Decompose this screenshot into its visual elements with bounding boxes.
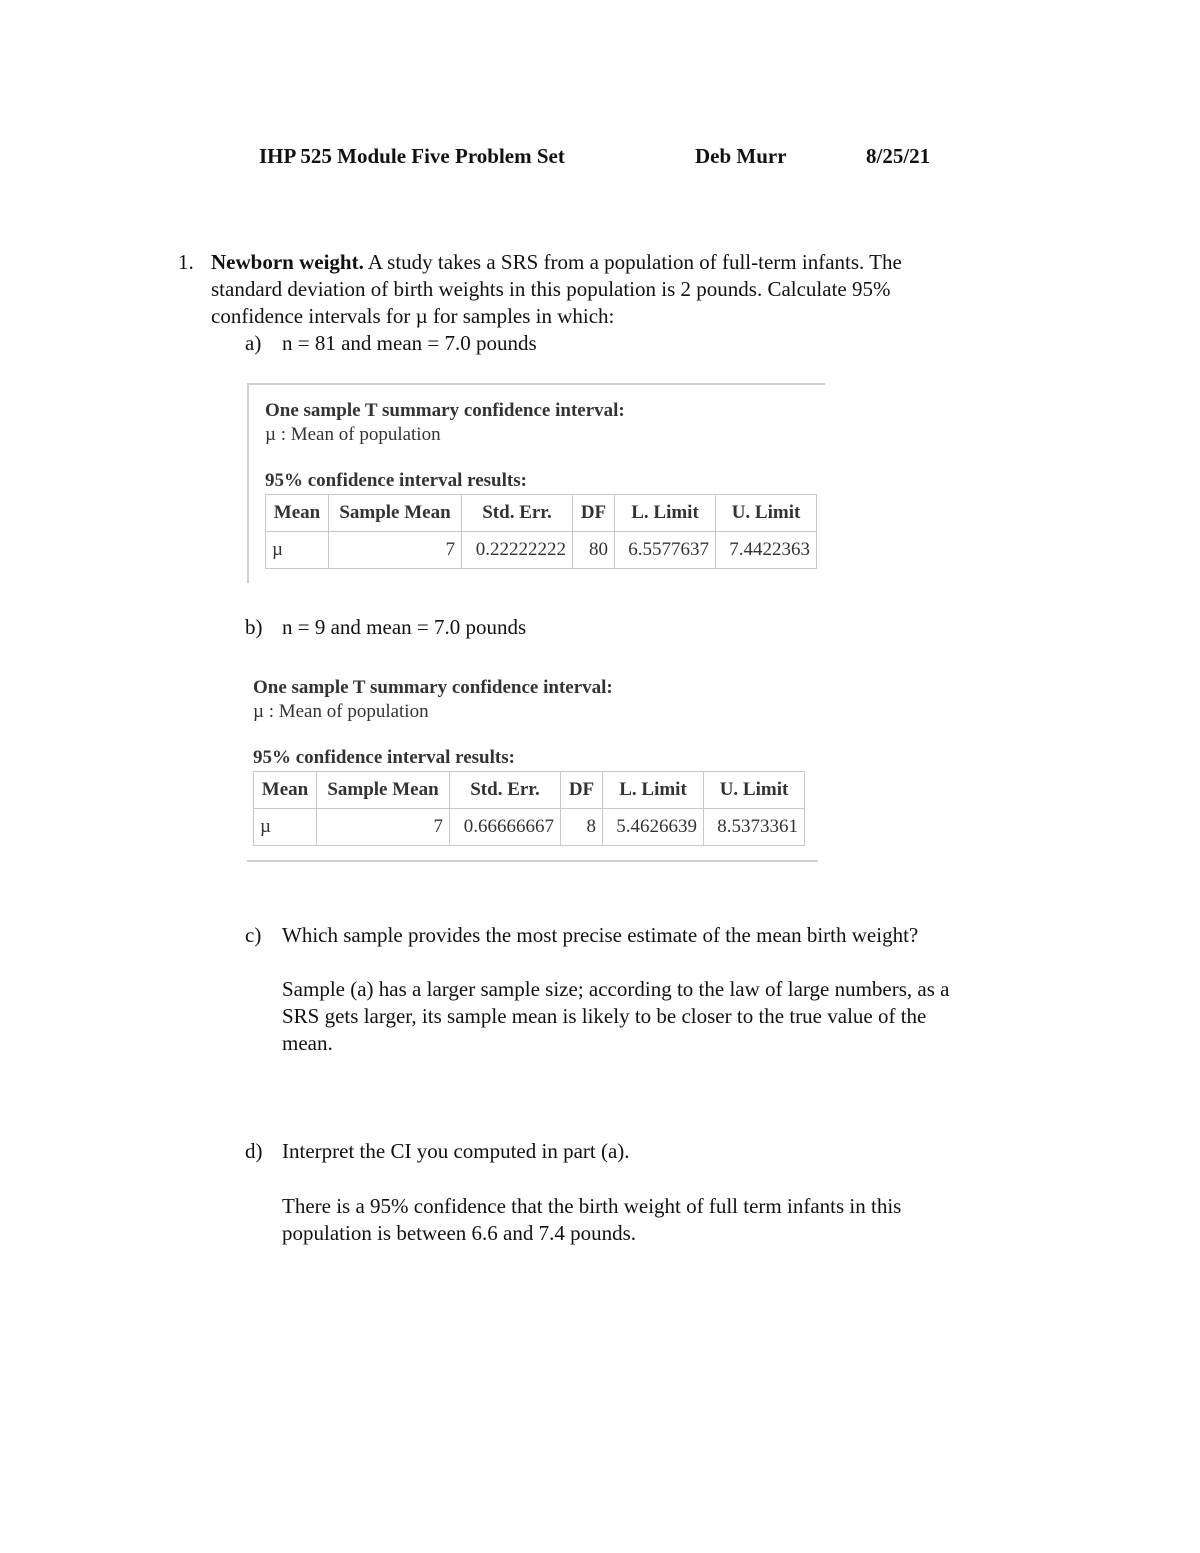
table-row (266, 532, 817, 569)
output-a-title: One sample T summary confidence interval: (265, 400, 625, 421)
table-row (254, 809, 805, 846)
output-b-title: One sample T summary confidence interval: (253, 677, 613, 698)
table-cell: 80 (573, 532, 615, 569)
column-header: Std. Err. (450, 772, 561, 809)
table-cell: 0.22222222 (462, 532, 573, 569)
part-c-answer-line-3: mean. (282, 1031, 333, 1055)
output-a-subtitle: µ : Mean of population (265, 424, 441, 445)
column-header: Sample Mean (329, 495, 462, 532)
part-c-answer (282, 976, 949, 1057)
table-cell: µ (254, 809, 317, 846)
column-header: Mean (266, 495, 329, 532)
output-panel-b-divider (247, 860, 818, 862)
column-header: Mean (254, 772, 317, 809)
column-header: U. Limit (716, 495, 817, 532)
part-d-answer-line-1: There is a 95% confidence that the birth weight of full term infants in this (282, 1194, 902, 1218)
question-heading: Newborn weight. (211, 250, 364, 274)
table-cell: 7 (317, 809, 450, 846)
part-c-question: Which sample provides the most precise estimate of the mean birth weight? (282, 923, 919, 947)
column-header: L. Limit (603, 772, 704, 809)
output-b-subtitle: µ : Mean of population (253, 701, 429, 722)
column-header: DF (573, 495, 615, 532)
part-d-answer (282, 1193, 901, 1247)
table-cell: 6.5577637 (615, 532, 716, 569)
results-table-b (253, 771, 805, 846)
column-header: DF (561, 772, 603, 809)
table-cell: µ (266, 532, 329, 569)
part-d-question: Interpret the CI you computed in part (a). (282, 1139, 630, 1163)
question-number: 1. (178, 250, 194, 274)
output-a-results-heading: 95% confidence interval results: (265, 470, 527, 491)
table-header-row (266, 495, 817, 532)
column-header: L. Limit (615, 495, 716, 532)
question-text (211, 249, 902, 330)
table-cell: 8 (561, 809, 603, 846)
question-line-1: A study takes a SRS from a population of full-term infants. The (363, 250, 902, 274)
question-line-3: confidence intervals for µ for samples in which: (211, 304, 615, 328)
table-cell: 8.5373361 (704, 809, 805, 846)
table-cell: 7.4422363 (716, 532, 817, 569)
author-name: Deb Murr (695, 144, 787, 168)
part-d-label: d) (245, 1139, 263, 1163)
part-c-answer-line-1: Sample (a) has a larger sample size; according to the law of large numbers, as a (282, 977, 950, 1001)
document-date: 8/25/21 (866, 144, 931, 168)
table-header-row (254, 772, 805, 809)
part-c-label: c) (245, 923, 262, 947)
part-b-text: n = 9 and mean = 7.0 pounds (282, 615, 527, 639)
column-header: U. Limit (704, 772, 805, 809)
table-cell: 5.4626639 (603, 809, 704, 846)
part-a-text: n = 81 and mean = 7.0 pounds (282, 331, 537, 355)
document-title: IHP 525 Module Five Problem Set (259, 144, 565, 168)
part-b-label: b) (245, 615, 263, 639)
part-c-answer-line-2: SRS gets larger, its sample mean is likely to be closer to the true value of the (282, 1004, 927, 1028)
table-cell: 0.66666667 (450, 809, 561, 846)
column-header: Sample Mean (317, 772, 450, 809)
question-line-2: standard deviation of birth weights in this population is 2 pounds. Calculate 95% (211, 277, 891, 301)
part-d-answer-line-2: population is between 6.6 and 7.4 pounds. (282, 1221, 637, 1245)
column-header: Std. Err. (462, 495, 573, 532)
results-table-a (265, 494, 817, 569)
output-b-results-heading: 95% confidence interval results: (253, 747, 515, 768)
table-cell: 7 (329, 532, 462, 569)
part-a-label: a) (245, 331, 262, 355)
